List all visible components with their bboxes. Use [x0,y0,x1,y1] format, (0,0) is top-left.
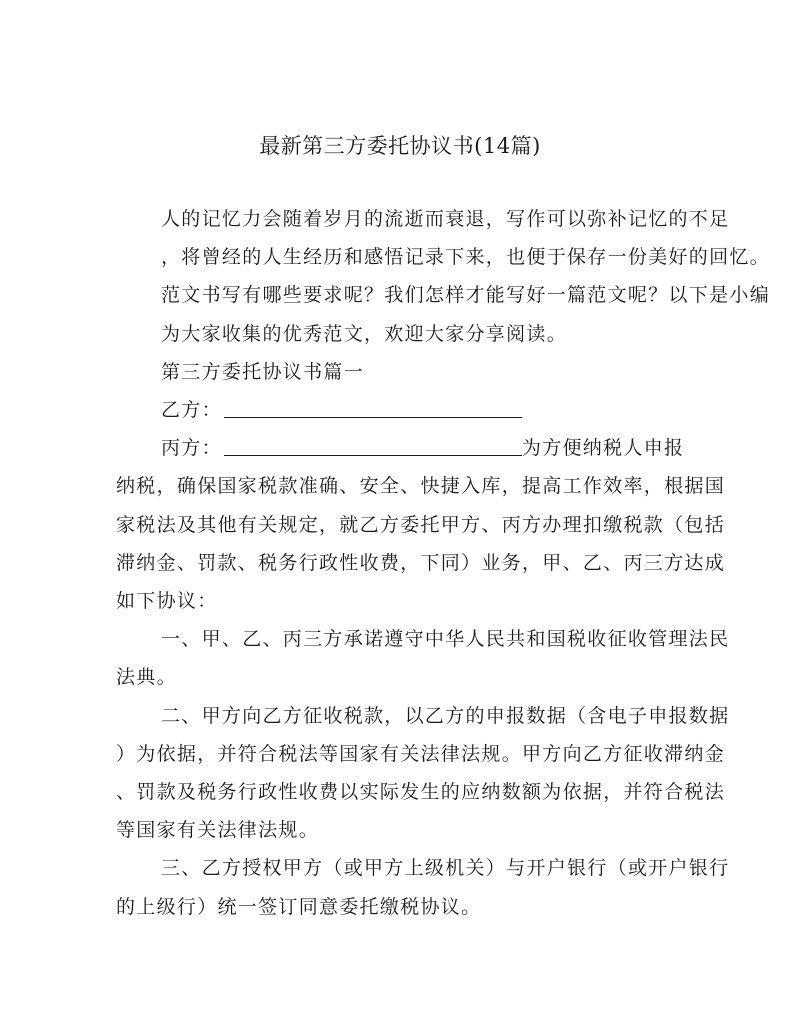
clause-line: 、罚款及税务行政性收费以实际发生的应纳数额为依据，并符合税法 [116,781,726,804]
party-c-blank-field[interactable] [224,431,522,456]
clause-line: 等国家有关法律法规。 [116,819,320,842]
clause-2-paragraph [116,697,730,735]
clause-3-continuation [116,888,688,926]
clause-2-continuation [116,735,726,850]
intro-paragraph [116,200,771,353]
clause-line: 二、甲方向乙方征收税款，以乙方的申报数据（含电子申报数据 [161,704,730,727]
clause-line: 一、甲、乙、丙三方承诺遵守中华人民共和国税收征收管理法民 [161,628,730,651]
purpose-line: 滞纳金、罚款、税务行政性收费，下同）业务，甲、乙、丙三方达成 [116,551,726,574]
intro-line: 范文书写有哪些要求呢？我们怎样才能写好一篇范文呢？以下是小编 [161,284,771,307]
clause-line: 三、乙方授权甲方（或甲方上级机关）与开户银行（或开户银行 [161,857,730,880]
clause-1-continuation [116,658,688,696]
party-b-blank-field[interactable] [224,393,522,418]
intro-line: 为大家收集的优秀范文，欢迎大家分享阅读。 [161,322,568,345]
party-c-row [116,429,688,467]
clause-line: 的上级行）统一签订同意委托缴税协议。 [116,895,482,918]
clause-3-paragraph [116,849,730,887]
party-c-rest: 为方便纳税人申报 [521,437,685,460]
party-b-line [116,391,688,429]
intro-line: ，将曾经的人生经历和感悟记录下来，也便于保存一份美好的回忆。 [161,246,771,269]
party-b-row [116,391,688,429]
purpose-paragraph [116,467,726,620]
document-body [116,200,771,926]
clause-line: 法典。 [116,666,177,689]
purpose-line: 如下协议： [116,590,218,613]
document-title: 最新第三方委托协议书(14篇) [259,134,541,158]
section-heading [116,353,688,391]
purpose-line: 纳税，确保国家税款准确、安全、快捷入库，提高工作效率，根据国 [116,475,726,498]
intro-line: 人的记忆力会随着岁月的流逝而衰退，写作可以弥补记忆的不足 [161,208,730,230]
clause-line: ）为依据，并符合税法等国家有关法律法规。甲方向乙方征收滞纳金 [116,742,726,765]
party-c-label: 丙方： [161,437,222,460]
section-heading-text: 第三方委托协议书篇一 [161,360,365,383]
purpose-line: 家税法及其他有关规定，就乙方委托甲方、丙方办理扣缴税款（包括 [116,513,726,536]
party-b-label: 乙方： [161,399,222,422]
clause-1-paragraph [116,620,730,658]
party-c-paragraph [116,429,688,467]
